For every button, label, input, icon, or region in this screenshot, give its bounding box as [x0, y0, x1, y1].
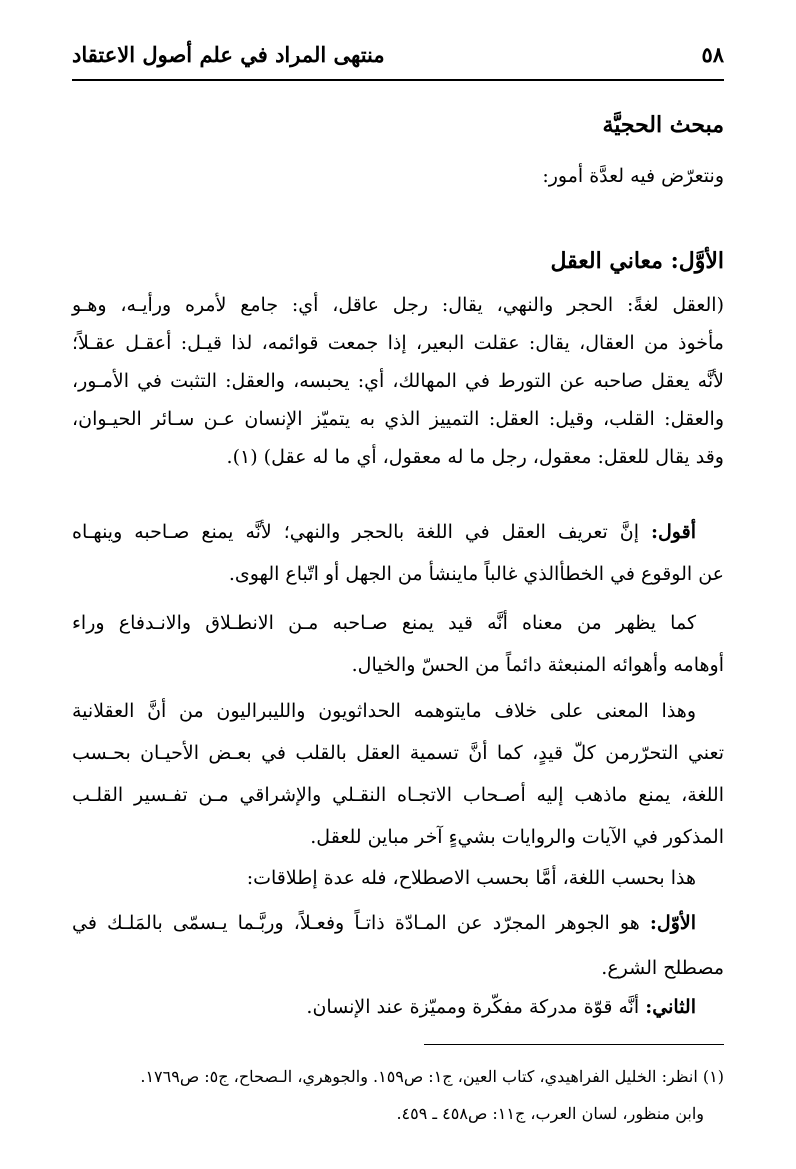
page-number: ٥٨ — [701, 41, 724, 67]
para3-line-1: كما يظهر من معناه أنَّه قيد يمنع صـاحبه مـن الانطـلاق والانـدفاع وراء — [72, 612, 696, 634]
definition-line-5: وقد يقال للعقل: معقول، رجل ما له معقول، أي ما له عقل) (١). — [226, 446, 724, 468]
para4-line-3: اللغة، يمنع ماذهب إليه أصـحاب الاتجـاه النقـلي والإشراقي مـن تفـسير القلـب — [72, 784, 724, 806]
para2-lead: أقول: — [650, 521, 696, 543]
para5-line: هذا بحسب اللغة، أمَّا بحسب الاصطلاح، فله عدة إطلاقات: — [246, 867, 696, 889]
para2-text: إنَّ تعريف العقل في اللغة بالحجر والنهي؛ لأنَّه يمنع صـاحبه وينهـاه — [72, 521, 640, 543]
item2-line — [72, 988, 724, 1026]
running-title: منتهى المراد في علم أصول الاعتقاد — [72, 41, 385, 67]
section-title: مبحث الحجيَّة — [602, 112, 724, 138]
para2-line-1 — [72, 513, 724, 551]
item1-text: هو الجوهر المجرّد عن المـادّة ذاتـاً وفعـلاً، وربَّـما يـسمّى بالمَلـك في — [72, 912, 640, 934]
para2-line-2: عن الوقوع في الخطأالذي غالباً ماينشأ من الجهل أو اتّباع الهوى. — [228, 563, 724, 585]
subheading-prefix: الأوَّل: — [670, 248, 724, 274]
running-header — [72, 34, 724, 74]
subheading-text: معاني العقل — [550, 248, 663, 274]
definition-line-4: والعقل: القلب، وقيل: العقل: التمييز الذي به يتميّز الإنسان عـن سـائر الحيـوان، — [72, 408, 724, 430]
footnote-line-1: (١) انظر: الخليل الفراهيدي، كتاب العين، ج١: ص١٥٩. والجوهري، الـصحاح، ج٥: ص١٧٦٩. — [140, 1067, 724, 1086]
item2-lead: الثاني: — [645, 996, 696, 1018]
footnote-line-2: وابن منظور، لسان العرب، ج١١: ص٤٥٨ ـ ٤٥٩. — [396, 1104, 704, 1123]
para4-line-1: وهذا المعنى على خلاف مايتوهمه الحداثويون والليبراليون من أنَّ العقلانية — [72, 700, 696, 722]
subheading — [550, 248, 724, 274]
header-rule — [72, 79, 724, 81]
definition-line-2: مأخوذ من العقال، يقال: عقلت البعير، إذا جمعت قوائمه، لذا قيـل: أعقـل عقـلاً؛ — [72, 332, 724, 354]
item1-line-1 — [72, 904, 724, 942]
definition-line-1: (العقل لغةً: الحجر والنهي، يقال: رجل عاقل، أي: جامع لأمره ورأيـه، وهـو — [72, 294, 724, 316]
item1-lead: الأوّل: — [649, 912, 696, 934]
para4-line-4: المذكور في الآيات والروايات بشيءٍ آخر مباين للعقل. — [310, 826, 724, 848]
intro-line: ونتعرّض فيه لعدَّة أمور: — [542, 165, 724, 187]
item2-text: أنَّه قوّة مدركة مفكّرة ومميّزة عند الإنسان. — [306, 996, 640, 1018]
item1-line-2: مصطلح الشرع. — [601, 957, 724, 979]
para4-line-2: تعني التحرّرمن كلّ قيدٍ، كما أنَّ تسمية العقل بالقلب في بعـض الأحيـان بحـسب — [72, 742, 724, 764]
footnote-rule — [424, 1044, 724, 1045]
definition-line-3: لأنَّه يعقل صاحبه عن التورط في المهالك، أي: يحبسه، والعقل: التثبت في الأمـور، — [72, 370, 724, 392]
para3-line-2: أوهامه وأهوائه المنبعثة دائماً من الحسّ والخيال. — [351, 654, 724, 676]
